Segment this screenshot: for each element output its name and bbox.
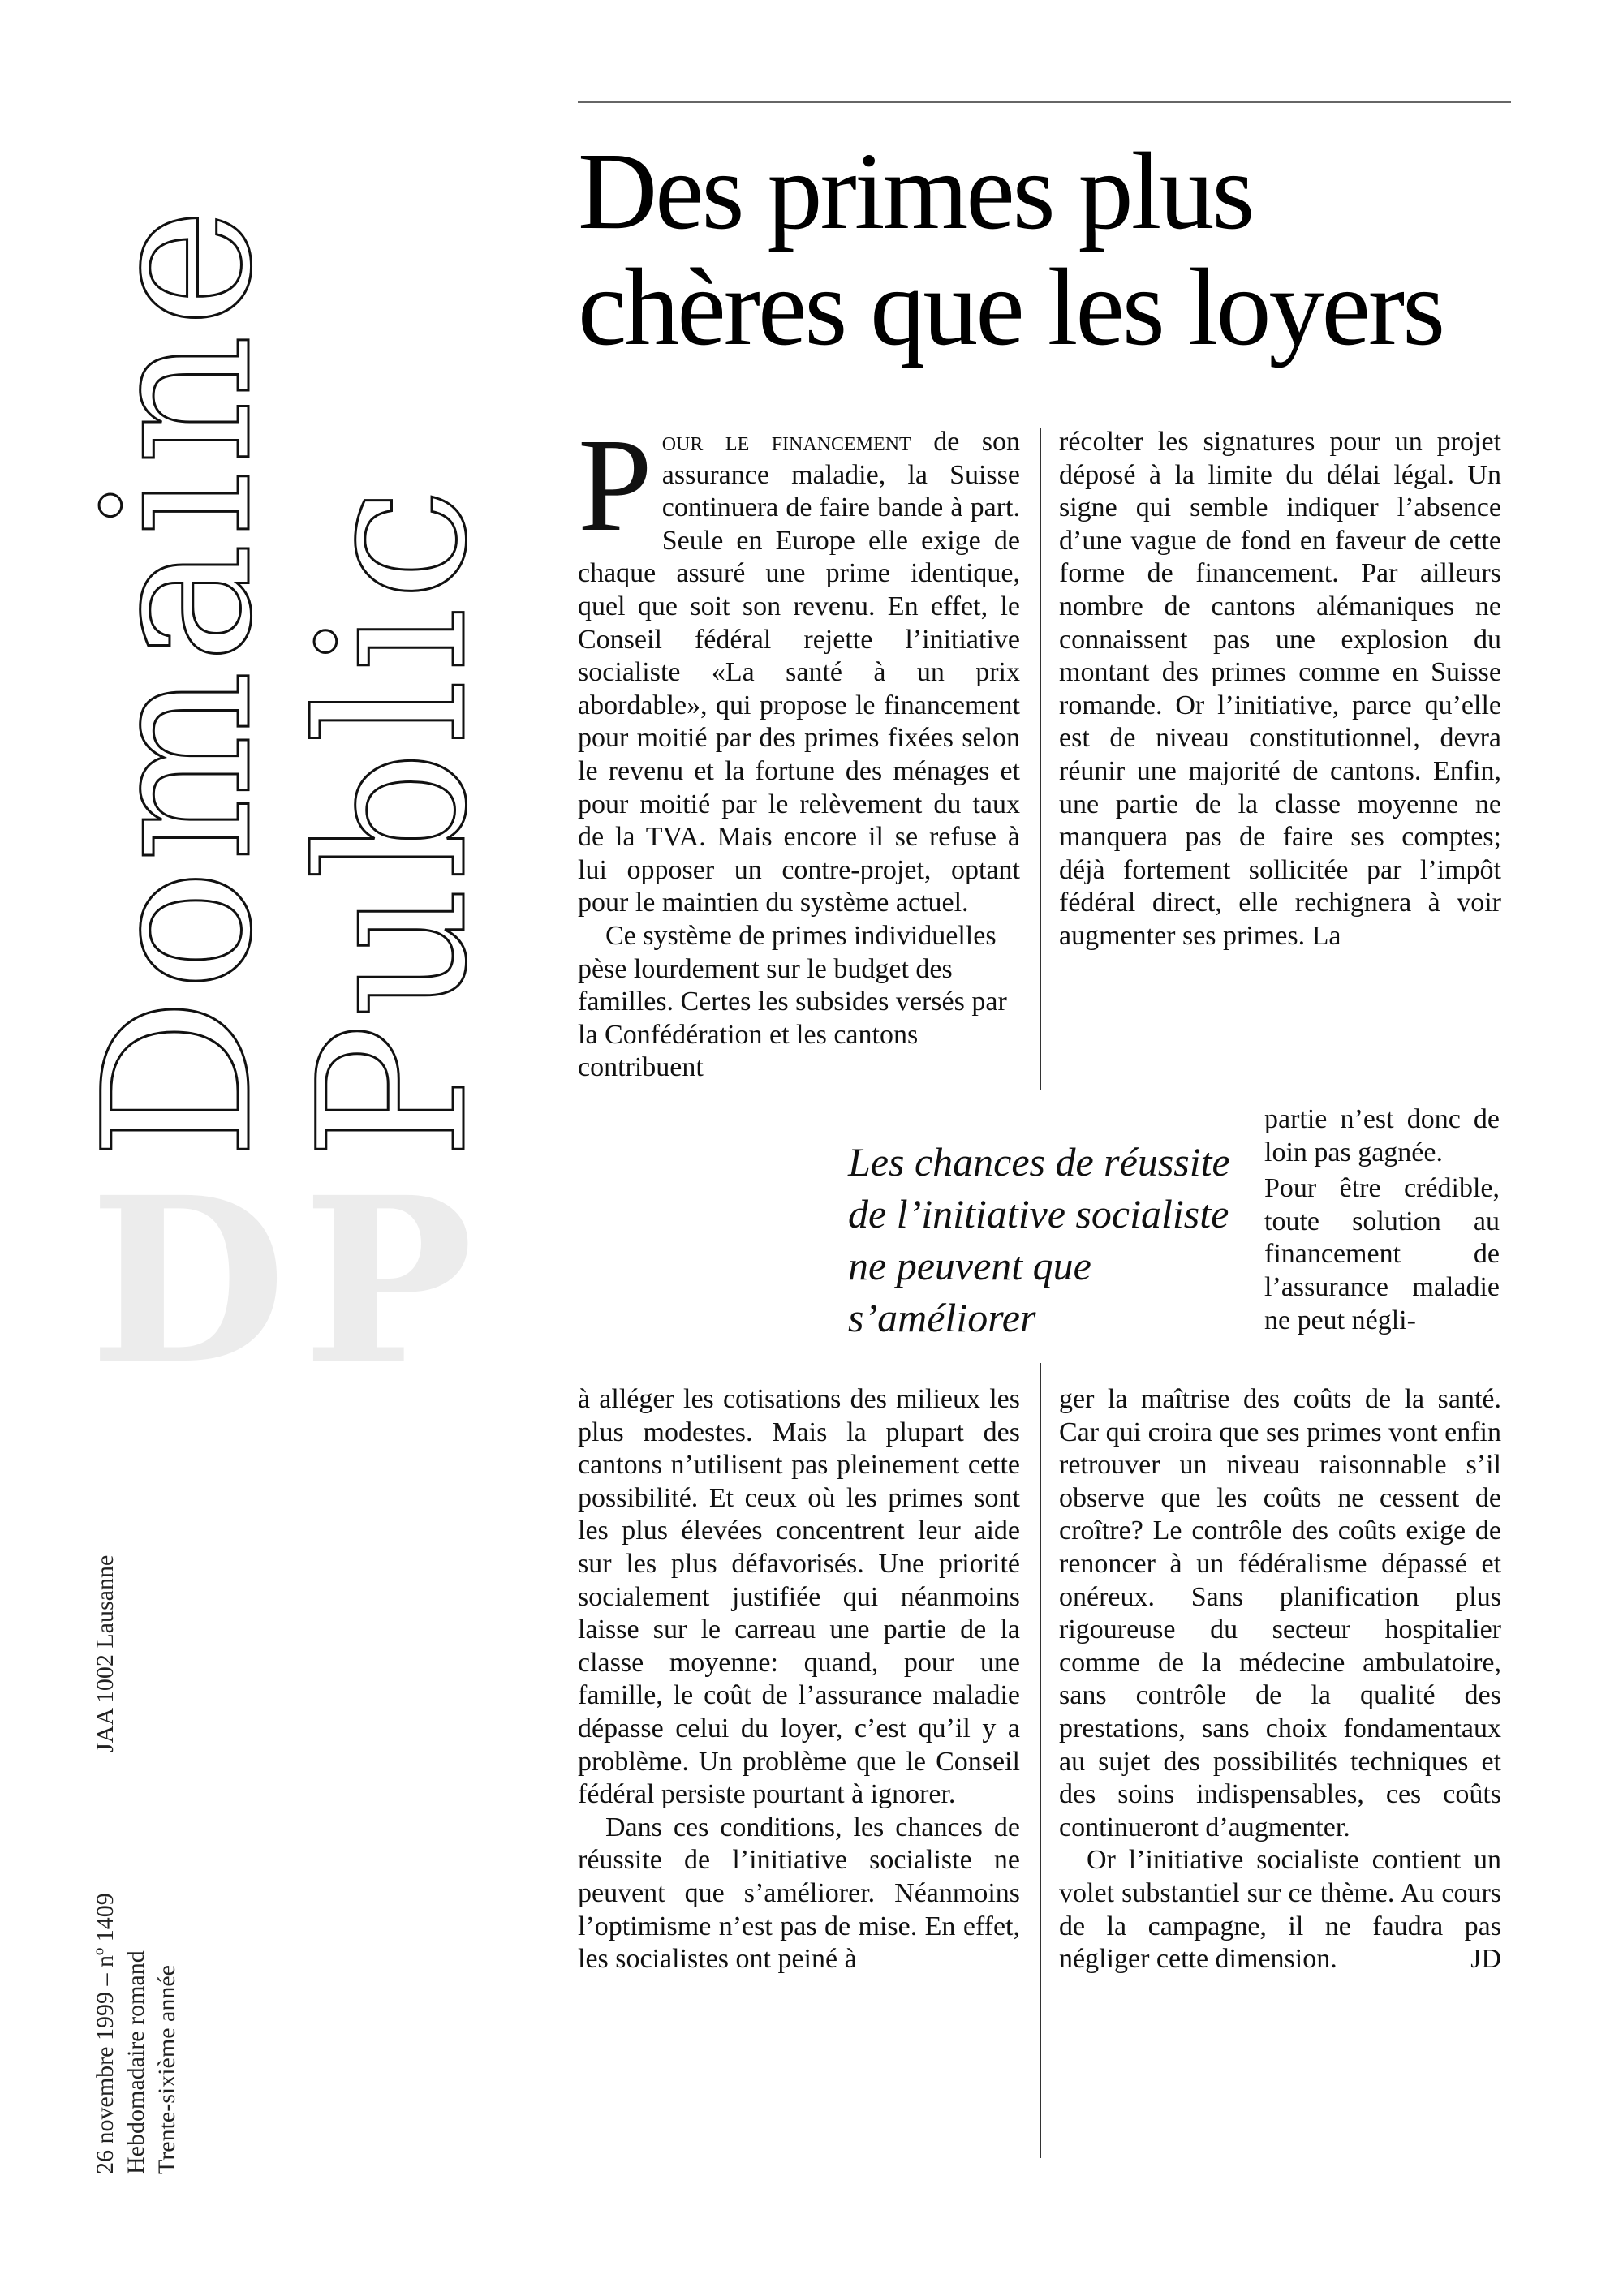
article-title: Des primes plus chères que les loyers xyxy=(578,131,1444,368)
top-rule xyxy=(578,101,1511,103)
column-2-paragraph-2: ger la maîtrise des coûts de la santé. Car qui croira que ses primes vont enfin retrouver un niveau raisonnable s’il observe que les coûts ne cessent de croître? Le contrôle des coûts exige de renoncer à un fédéralisme dépassé et onéreux. Sans planification plus rigoureuse du secteur hospitalier comme de la médecine ambulatoire, sans contrôle de la qualité des prestations, sans choix fondamentaux au sujet des possibilités techniques et des soins indispensables, ces coûts continueront d’augmenter. xyxy=(1059,1384,1501,1842)
frequency-line: Hebdomadaire romand xyxy=(123,1950,149,2174)
masthead xyxy=(0,0,568,2296)
author-initials: JD xyxy=(1470,1944,1501,1975)
column-1-top xyxy=(578,411,1020,1085)
year-line: Trente-sixième année xyxy=(153,1965,180,2174)
paragraph-2-end: à alléger les cotisations des milieux les plus modestes. Mais la plupart des cantons n’utilisent pas pleinement cette possibilité. Et ceux où les primes sont les plus élevées concentrent leur aide sur les plus défavorisés. Une priorité socialement justifiée qui néanmoins laisse sur le carreau une partie de la classe moyenne: quand, pour une famille, le coût de l’assurance maladie dépasse celui du loyer, c’est qu’il y a problème. Un problème que le Conseil fédéral persiste pourtant à ignorer. xyxy=(578,1384,1020,1810)
paragraph-2-start-text: Ce système de primes individuelles pèse lourdement sur le budget des familles. Certes les subsides versés par la Confédération et les cantons contribuent xyxy=(578,920,1007,1083)
dp-watermark: DP xyxy=(89,1148,490,1415)
issue-date-line: 26 novembre 1999 – nº 1409 xyxy=(92,1893,118,2174)
column-1-bottom xyxy=(578,1383,1020,1976)
column-2-paragraph-2-start: Pour être crédible, toute solution au financement de l’assurance maladie ne peut négli- xyxy=(1264,1173,1500,1335)
column-rule-upper xyxy=(1040,428,1041,1090)
drop-cap: P xyxy=(578,411,652,559)
column-2-paragraph-3 xyxy=(1059,1844,1501,1976)
paragraph-2-start xyxy=(578,920,1020,1085)
column-2-paragraph-1-end: partie n’est donc de loin pas gagnée. xyxy=(1264,1104,1500,1167)
column-2-paragraph-1: récolter les signatures pour un projet déposé à la limite du délai légal. Un signe qui semble indiquer l’absence d’une vague de fond en faveur de cette forme de financement. Par ailleurs nombre de cantons alémaniques ne connaissent pas une explosion du montant des primes comme en Suisse romande. Or l’initiative, parce qu’elle est de niveau constitutionnel, devra réunir une majorité de cantons. Enfin, une partie de la classe moyenne ne manquera pas de faire ses comptes; déjà fortement sollicitée par l’impôt fédéral direct, elle rechignera à voir augmenter ses primes. La xyxy=(1059,427,1501,951)
column-2-bottom xyxy=(1059,1383,1501,1976)
column-2-paragraph-3-text: Or l’initiative socialiste contient un volet substantiel sur ce thème. Au cours de la campagne, il ne faudra pas négliger cette dimension. xyxy=(1059,1845,1501,1975)
paragraph-1: de son assurance maladie, la Suisse continuera de faire bande à part. Seule en Europe elle exige de chaque assuré une prime identique, quel que soit son revenu. En effet, le Conseil fédéral rejette l’initiative socialiste «La santé à un prix abordable», qui propose le financement pour moitié par des primes fixées selon le revenu et la fortune des ménages et pour moitié par le relèvement du taux de la TVA. Mais encore il se refuse à lui opposer un contre-projet, optant pour le maintien du système actuel. xyxy=(578,427,1020,918)
lead-smallcaps: our le financement xyxy=(661,427,911,457)
pull-quote: Les chances de réussite de l’initiative socialiste ne peuvent que s’améliorer xyxy=(848,1139,1230,1340)
masthead-word-public: Public xyxy=(275,480,511,1160)
column-2-top xyxy=(1059,426,1501,953)
column-rule-lower xyxy=(1040,1363,1041,2158)
masthead-word-domaine: Domaine xyxy=(60,201,296,1160)
postal-line: JAA 1002 Lausanne xyxy=(92,1554,118,1752)
column-2-middle xyxy=(1264,1103,1500,1337)
paragraph-3: Dans ces conditions, les chances de réussite de l’initiative socialiste ne peuvent que s’améliorer. Néanmoins l’optimisme n’est pas de mise. En effet, les socialistes ont peiné à xyxy=(578,1812,1020,1975)
